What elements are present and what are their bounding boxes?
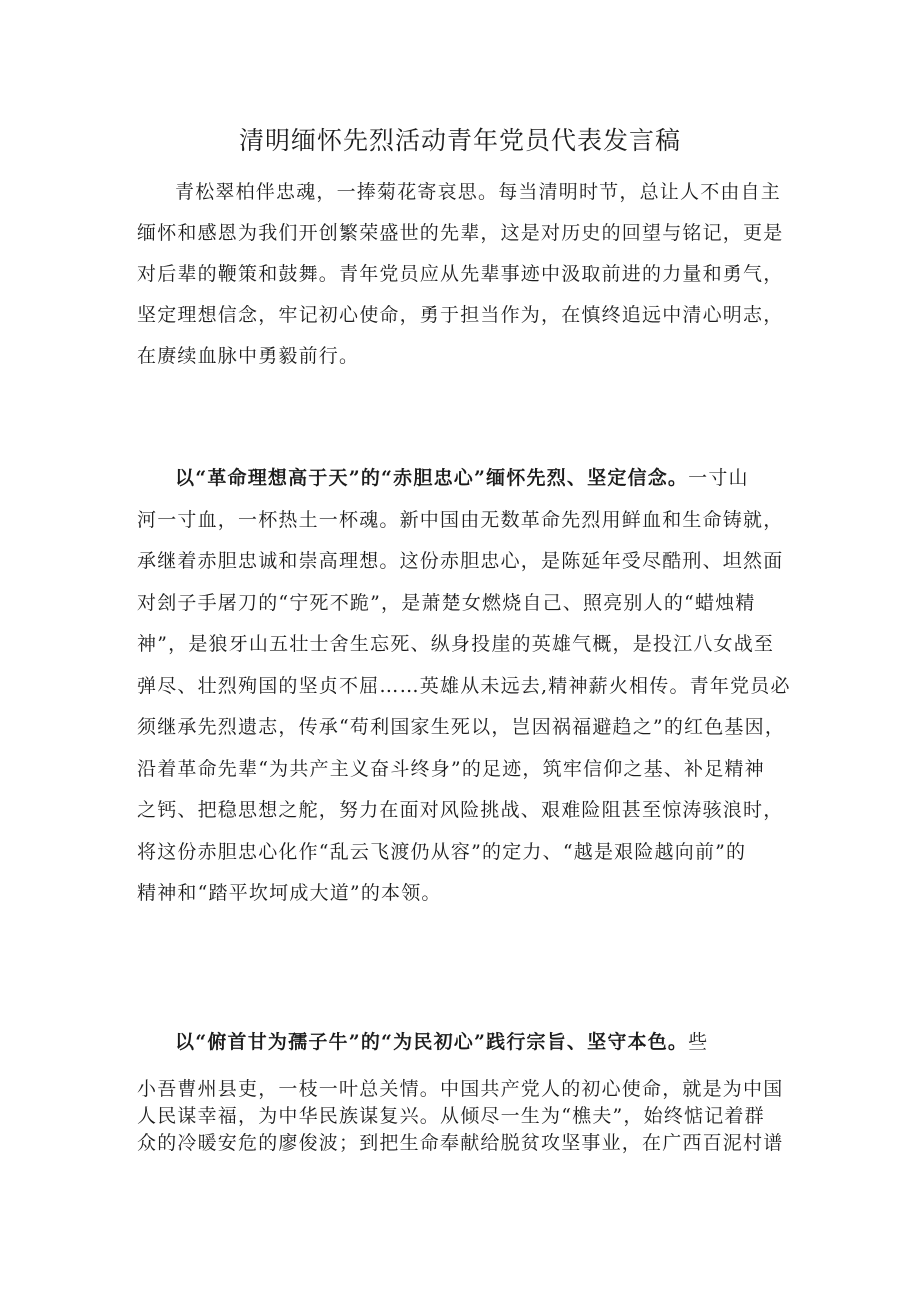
text-line: 对后辈的鞭策和鼓舞。青年党员应从先辈事迹中汲取前进的力量和勇气，	[137, 263, 784, 285]
text-line: 河一寸血，一杯热土一杯魂。新中国由无数革命先烈用鲜血和生命铸就，	[137, 508, 784, 531]
document-title: 清明缅怀先烈活动青年党员代表发言稿	[238, 126, 681, 155]
text-line: 神”，是狼牙山五壮士舍生忘死、纵身投崖的英雄气概，是投江八女战至	[137, 633, 775, 655]
text-line: 之钙、把稳思想之舵，努力在面对风险挑战、艰难险阻甚至惊涛骇浪时，	[137, 799, 784, 821]
text-line: 沿着革命先辈“为共产主义奋斗终身”的足迹，筑牢信仰之基、补足精神	[137, 757, 765, 780]
text-line: 将这份赤胆忠心化作“乱云飞渡仍从容”的定力、“越是艰险越向前”的	[137, 840, 747, 863]
text-line: 在赓续血脉中勇毅前行。	[137, 345, 360, 367]
text-line: 弹尽、壮烈殉国的坚贞不屈……英雄从未远去,精神薪火相传。青年党员必	[137, 674, 791, 697]
text-fragment: 一寸山	[688, 467, 749, 489]
section1-heading: 以“革命理想高于天”的“赤胆忠心”缅怀先烈、坚定信念。	[175, 467, 689, 489]
section2-heading: 以“俯首甘为孺子牛”的“为民初心”践行宗旨、坚守本色。	[175, 1031, 689, 1053]
text-fragment: 些	[688, 1031, 709, 1053]
text-line: 众的冷暖安危的廖俊波；到把生命奉献给脱贫攻坚事业，在广西百泥村谱	[137, 1132, 784, 1154]
text-line: 承继着赤胆忠诚和崇高理想。这份赤胆忠心，是陈延年受尽酷刑、坦然面	[137, 550, 784, 572]
section2-heading-line	[137, 1022, 787, 1063]
text-line: 青松翠柏伴忠魂，一捧菊花寄哀思。每当清明时节，总让人不由自主	[175, 181, 782, 203]
section2-paragraph	[137, 1076, 787, 1157]
text-line: 须继承先烈遗志，传承“苟利国家生死以，岂因祸福避趋之”的红色基因，	[137, 716, 786, 738]
text-line: 坚定理想信念，牢记初心使命，勇于担当作为，在慎终追远中清心明志，	[137, 304, 784, 326]
text-line: 对刽子手屠刀的“宁死不跪”，是萧楚女燃烧自己、照亮别人的“蜡烛精	[137, 591, 756, 614]
text-line: 精神和“踏平坎坷成大道”的本领。	[137, 882, 442, 904]
section1-paragraph	[137, 458, 791, 915]
text-line: 人民谋幸福，为中华民族谋复兴。从倾尽一生为“樵夫”，始终惦记着群	[137, 1105, 765, 1127]
text-line	[137, 458, 787, 500]
text-line: 小吾曹州县吏，一枝一叶总关情。中国共产党人的初心使命，就是为中国	[137, 1078, 784, 1100]
text-line: 缅怀和感恩为我们开创繁荣盛世的先辈，这是对历史的回望与铭记，更是	[137, 222, 784, 244]
text-line	[137, 1022, 787, 1063]
intro-paragraph	[137, 172, 787, 377]
